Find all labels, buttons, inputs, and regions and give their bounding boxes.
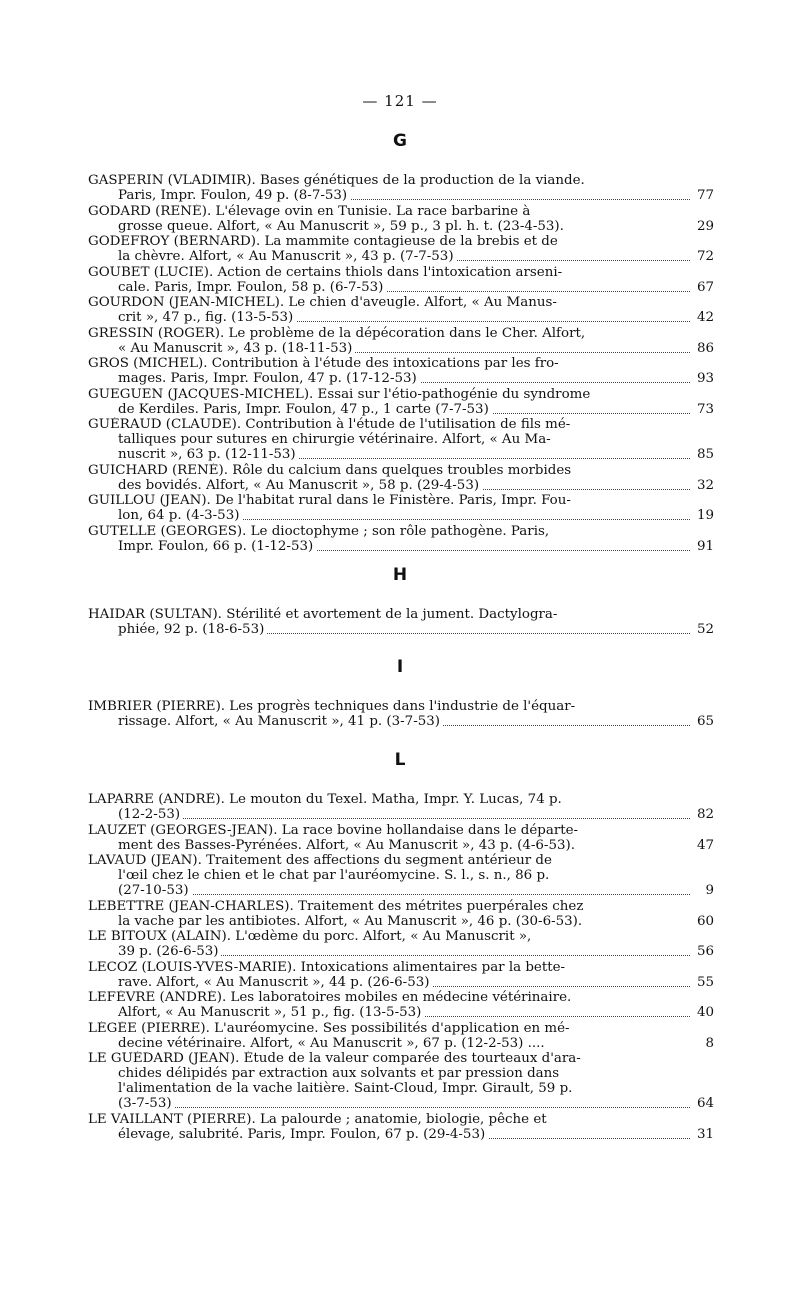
entry-text: Impr. Foulon, 66 p. (1-12-53) bbox=[118, 539, 316, 554]
entry-text: rave. Alfort, « Au Manuscrit », 44 p. (26-6-53) bbox=[118, 975, 432, 990]
entry-text: lon, 64 p. (4-3-53) bbox=[118, 508, 242, 523]
entry-line bbox=[88, 792, 714, 807]
entry-page-number: 65 bbox=[690, 714, 714, 729]
entry-text: GODEFROY (BERNARD). La mammite contagieuse de la brebis et de bbox=[88, 234, 558, 249]
entry-line bbox=[88, 326, 714, 341]
entry-page-number: 31 bbox=[690, 1127, 714, 1142]
entry-line bbox=[88, 173, 714, 188]
entry-text: Alfort, « Au Manuscrit », 51 p., fig. (13-5-53) bbox=[118, 1005, 424, 1020]
entry-page-number: 40 bbox=[690, 1005, 714, 1020]
entry-text: talliques pour sutures en chirurgie vétérinaire. Alfort, « Au Ma- bbox=[118, 432, 551, 448]
entry-line bbox=[88, 478, 714, 493]
entry-line bbox=[88, 524, 714, 539]
entry-text: GRESSIN (ROGER). Le problème de la dépécoration dans le Cher. Alfort, bbox=[88, 325, 586, 341]
entry-line bbox=[88, 463, 714, 478]
entry-text: LEBETTRE (JEAN-CHARLES). Traitement des métrites puerpérales chez bbox=[88, 898, 584, 914]
entry-text: « Au Manuscrit », 43 p. (18-11-53) bbox=[118, 341, 355, 356]
entry-line bbox=[88, 823, 714, 838]
index-entry bbox=[88, 899, 714, 929]
entry-page-number: 52 bbox=[690, 622, 714, 637]
entry-line bbox=[88, 622, 714, 637]
entry-text: 39 p. (26-6-53) bbox=[118, 944, 221, 959]
entry-text: LE VAILLANT (PIERRE). La palourde ; anatomie, biologie, pêche et bbox=[88, 1111, 547, 1127]
entry-page-number: 64 bbox=[690, 1096, 714, 1111]
entry-line bbox=[88, 1096, 714, 1111]
entry-line bbox=[88, 432, 714, 447]
entry-text: LECOZ (LOUIS-YVES-MARIE). Intoxications alimentaires par la bette- bbox=[88, 959, 566, 975]
entry-text: cale. Paris, Impr. Foulon, 58 p. (6-7-53) bbox=[118, 280, 386, 295]
entry-text: l'œil chez le chien et le chat par l'auréomycine. S. l., s. n., 86 p. bbox=[118, 868, 550, 884]
entry-text: grosse queue. Alfort, « Au Manuscrit », 59 p., 3 pl. h. t. (23-4-53). bbox=[118, 218, 564, 234]
index-entry bbox=[88, 204, 714, 234]
entry-text: crit », 47 p., fig. (13-5-53) bbox=[118, 310, 296, 325]
entry-page-number: 8 bbox=[690, 1036, 714, 1051]
entry-line bbox=[88, 1036, 714, 1051]
index-entry bbox=[88, 960, 714, 990]
index-entry bbox=[88, 387, 714, 417]
entry-line bbox=[88, 1021, 714, 1036]
entry-line bbox=[88, 868, 714, 883]
entry-line bbox=[88, 914, 714, 929]
entry-text: mages. Paris, Impr. Foulon, 47 p. (17-12-53) bbox=[118, 371, 420, 386]
entry-page-number: 93 bbox=[690, 371, 714, 386]
section-letter-l: L bbox=[394, 750, 406, 770]
entry-text: élevage, salubrité. Paris, Impr. Foulon, 67 p. (29-4-53) bbox=[118, 1127, 488, 1142]
entry-line bbox=[88, 417, 714, 432]
entry-line bbox=[88, 899, 714, 914]
entry-line bbox=[88, 838, 714, 853]
entry-text: GUILLOU (JEAN). De l'habitat rural dans le Finistère. Paris, Impr. Fou- bbox=[88, 493, 571, 509]
index-entry bbox=[88, 234, 714, 264]
entry-line bbox=[88, 493, 714, 508]
entry-page-number: 9 bbox=[690, 883, 714, 898]
index-entry bbox=[88, 295, 714, 325]
entry-page-number: 86 bbox=[690, 341, 714, 356]
entry-page-number: 73 bbox=[690, 402, 714, 417]
entry-page-number: 85 bbox=[690, 447, 714, 462]
entry-text: la chèvre. Alfort, « Au Manuscrit », 43 p. (7-7-53) bbox=[118, 249, 457, 264]
entry-line bbox=[88, 204, 714, 219]
entry-page-number: 55 bbox=[690, 975, 714, 990]
entry-text: GUICHARD (RENÉ). Rôle du calcium dans quelques troubles morbides bbox=[88, 462, 572, 478]
index-entry bbox=[88, 607, 714, 637]
entry-text: LAVAUD (JEAN). Traitement des affections du segment antérieur de bbox=[88, 853, 552, 868]
entry-line bbox=[88, 883, 714, 898]
index-entry bbox=[88, 792, 714, 822]
entry-page-number: 29 bbox=[690, 219, 714, 234]
entry-text: HAIDAR (SULTAN). Stérilité et avortement de la jument. Dactylogra- bbox=[88, 607, 558, 622]
index-entry bbox=[88, 1112, 714, 1142]
index-entry bbox=[88, 356, 714, 386]
entry-line bbox=[88, 265, 714, 280]
entry-line bbox=[88, 447, 714, 462]
index-entry bbox=[88, 990, 714, 1020]
entry-text: nuscrit », 63 p. (12-11-53) bbox=[118, 447, 299, 462]
entry-text: de Kerdiles. Paris, Impr. Foulon, 47 p., 1 carte (7-7-53) bbox=[118, 402, 492, 417]
dot-leader bbox=[118, 818, 690, 819]
entry-line bbox=[88, 249, 714, 264]
entry-text: LE BITOUX (ALAIN). L'œdème du porc. Alfort, « Au Manuscrit », bbox=[88, 929, 532, 945]
index-entry bbox=[88, 853, 714, 898]
entry-page-number: 77 bbox=[690, 188, 714, 203]
entry-line bbox=[88, 853, 714, 868]
entry-text: chides délipidés par extraction aux solvants et par pression dans bbox=[118, 1066, 560, 1082]
entry-text: GUTELLE (GEORGES). Le dioctophyme ; son rôle pathogène. Paris, bbox=[88, 523, 550, 539]
entry-page-number: 19 bbox=[690, 508, 714, 523]
entry-line bbox=[88, 990, 714, 1005]
index-entry bbox=[88, 1021, 714, 1051]
entry-text: LAUZET (GEORGES-JEAN). La race bovine hollandaise dans le départe- bbox=[88, 822, 579, 838]
entry-text: LE GUÉDARD (JEAN). Étude de la valeur comparée des tourteaux d'ara- bbox=[88, 1051, 581, 1067]
entry-text: GROS (MICHEL). Contribution à l'étude des intoxications par les fro- bbox=[88, 356, 559, 371]
dot-leader bbox=[118, 894, 690, 895]
entry-text: LÉGÉE (PIERRE). L'auréomycine. Ses possibilités d'application en mé- bbox=[88, 1020, 570, 1036]
entry-line bbox=[88, 387, 714, 402]
entry-text: l'alimentation de la vache laitière. Saint-Cloud, Impr. Girault, 59 p. bbox=[118, 1081, 573, 1097]
index-entry bbox=[88, 463, 714, 493]
entry-text: (27-10-53) bbox=[118, 883, 192, 898]
entry-line bbox=[88, 234, 714, 249]
entry-text: GUÉRAUD (CLAUDE). Contribution à l'étude de l'utilisation de fils mé- bbox=[88, 417, 571, 432]
entry-line bbox=[88, 929, 714, 944]
entry-page-number: 47 bbox=[690, 838, 714, 853]
entry-page-number: 56 bbox=[690, 944, 714, 959]
entry-line bbox=[88, 371, 714, 386]
entry-line bbox=[88, 539, 714, 554]
entry-text: phiée, 92 p. (18-6-53) bbox=[118, 622, 267, 637]
entry-text: IMBRIER (PIERRE). Les progrès techniques dans l'industrie de l'équar- bbox=[88, 699, 576, 714]
entry-text: la vache par les antibiotes. Alfort, « Au Manuscrit », 46 p. (30-6-53). bbox=[118, 913, 583, 929]
entry-line bbox=[88, 607, 714, 622]
entry-line bbox=[88, 341, 714, 356]
entry-line bbox=[88, 1066, 714, 1081]
entry-text: GOUBET (LUCIE). Action de certains thiols dans l'intoxication arseni- bbox=[88, 264, 563, 280]
entry-page-number: 67 bbox=[690, 280, 714, 295]
index-entry bbox=[88, 417, 714, 462]
entry-line bbox=[88, 1081, 714, 1096]
index-entry bbox=[88, 326, 714, 356]
entry-line bbox=[88, 280, 714, 295]
entry-line bbox=[88, 944, 714, 959]
entry-text: Paris, Impr. Foulon, 49 p. (8-7-53) bbox=[118, 188, 350, 203]
index-entry bbox=[88, 173, 714, 203]
entry-text: des bovidés. Alfort, « Au Manuscrit », 58 p. (29-4-53) bbox=[118, 478, 482, 493]
entry-text: ment des Basses-Pyrénées. Alfort, « Au Manuscrit », 43 p. (4-6-53). bbox=[118, 837, 575, 853]
entry-text: (12-2-53) bbox=[118, 807, 183, 822]
section-letter-g: G bbox=[393, 131, 407, 151]
entry-line bbox=[88, 1112, 714, 1127]
entry-line bbox=[88, 714, 714, 729]
entry-line bbox=[88, 219, 714, 234]
entry-line bbox=[88, 356, 714, 371]
entry-line bbox=[88, 508, 714, 523]
index-entry bbox=[88, 524, 714, 554]
index-entry bbox=[88, 493, 714, 523]
index-entry bbox=[88, 1051, 714, 1111]
entry-text: LAPARRE (ANDRÉ). Le mouton du Texel. Matha, Impr. Y. Lucas, 74 p. bbox=[88, 792, 562, 807]
entry-line bbox=[88, 310, 714, 325]
entry-text: decine vétérinaire. Alfort, « Au Manuscrit », 67 p. (12-2-53) .... bbox=[118, 1035, 545, 1051]
section-letter-i: I bbox=[396, 657, 404, 677]
entry-text: GOURDON (JEAN-MICHEL). Le chien d'aveugle. Alfort, « Au Manus- bbox=[88, 295, 557, 310]
index-entry bbox=[88, 823, 714, 853]
entry-page-number: 32 bbox=[690, 478, 714, 493]
entry-line bbox=[88, 807, 714, 822]
entry-page-number: 82 bbox=[690, 807, 714, 822]
entry-text: GASPERIN (VLADIMIR). Bases génétiques de la production de la viande. bbox=[88, 173, 585, 188]
entry-page-number: 60 bbox=[690, 914, 714, 929]
entry-text: GODARD (RENÉ). L'élevage ovin en Tunisie. La race barbarine à bbox=[88, 203, 531, 219]
index-entry bbox=[88, 265, 714, 295]
entry-line bbox=[88, 295, 714, 310]
section-letter-h: H bbox=[392, 565, 408, 585]
index-entry bbox=[88, 929, 714, 959]
entry-text: LEFÈVRE (ANDRÉ). Les laboratoires mobiles en médecine vétérinaire. bbox=[88, 990, 572, 1006]
dot-leader bbox=[118, 1107, 690, 1108]
entry-page-number: 42 bbox=[690, 310, 714, 325]
entry-text: (3-7-53) bbox=[118, 1096, 175, 1111]
entry-line bbox=[88, 1051, 714, 1066]
entry-line bbox=[88, 188, 714, 203]
entry-page-number: 72 bbox=[690, 249, 714, 264]
page-number: — 121 — bbox=[362, 92, 438, 110]
entry-line bbox=[88, 1005, 714, 1020]
entry-line bbox=[88, 1127, 714, 1142]
index-entry bbox=[88, 699, 714, 729]
entry-text: rissage. Alfort, « Au Manuscrit », 41 p. (3-7-53) bbox=[118, 714, 443, 729]
entry-line bbox=[88, 699, 714, 714]
entry-line bbox=[88, 975, 714, 990]
entry-page-number: 91 bbox=[690, 539, 714, 554]
entry-text: GUEGUEN (JACQUES-MICHEL). Essai sur l'étio-pathogénie du syndrome bbox=[88, 386, 591, 402]
entry-line bbox=[88, 960, 714, 975]
entry-line bbox=[88, 402, 714, 417]
